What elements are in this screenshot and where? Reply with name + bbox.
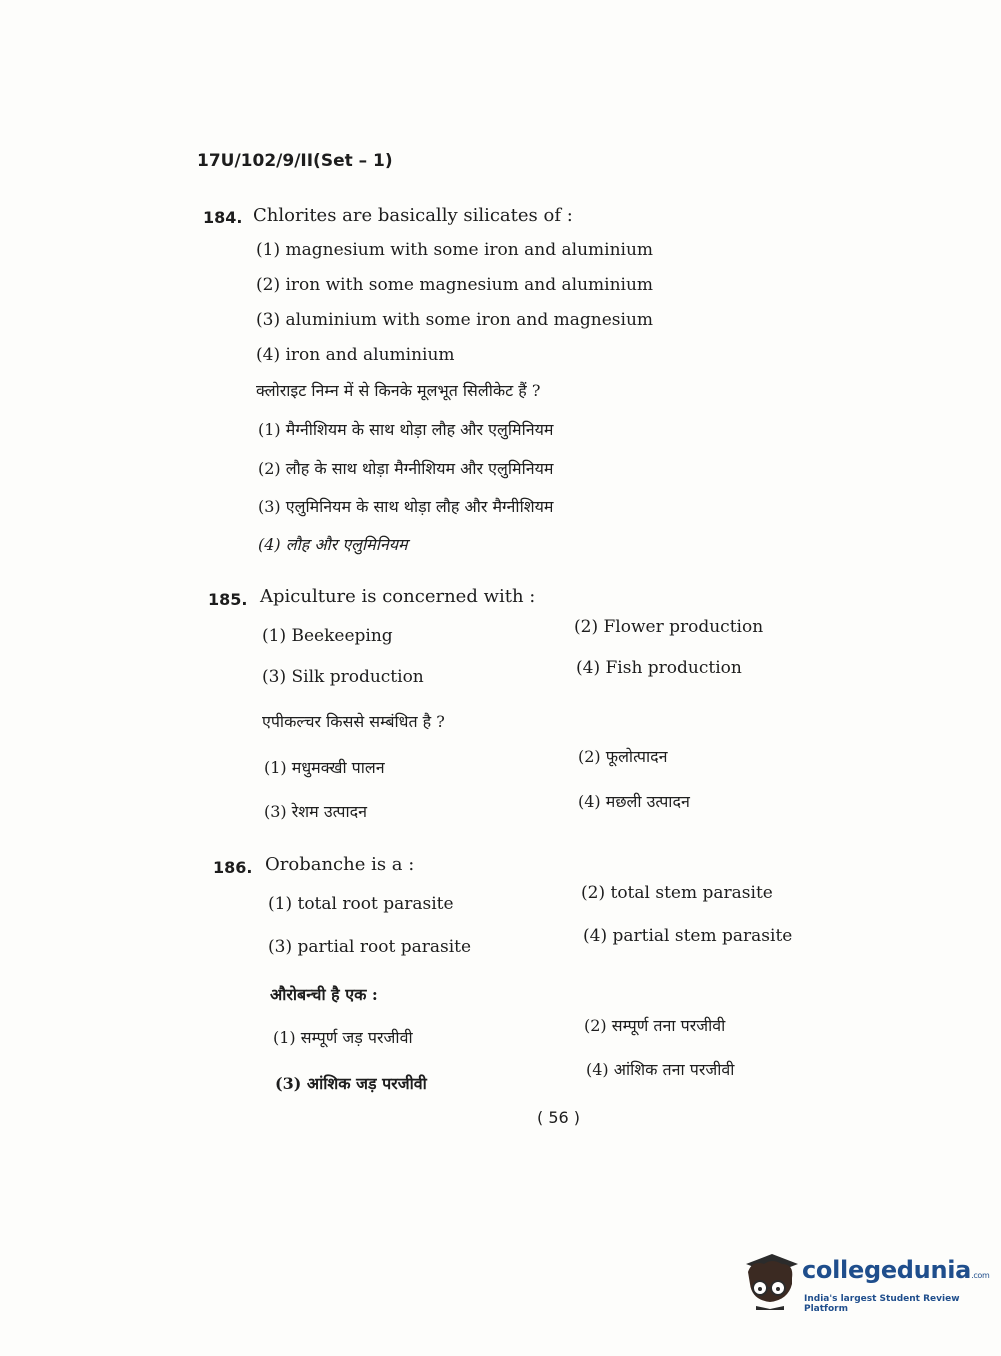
question-text: Chlorites are basically silicates of : <box>253 205 573 226</box>
brand-suffix: .com <box>971 1271 990 1280</box>
question-text: Apiculture is concerned with : <box>260 586 536 607</box>
collegedunia-watermark <box>742 1250 990 1314</box>
option-1: (1) Beekeeping <box>262 626 393 646</box>
brand-text: collegedunia <box>802 1256 972 1284</box>
option-2: (2) Flower production <box>574 617 764 637</box>
option-3: (3) partial root parasite <box>268 937 472 957</box>
hindi-option-4: (4) लौह और एलुमिनियम <box>258 535 408 554</box>
hindi-option-1: (1) मैग्नीशियम के साथ थोड़ा लौह और एलुमिनियम <box>258 420 554 439</box>
hindi-question-text: औरोबन्ची है एक : <box>270 985 378 1004</box>
hindi-option-2: (2) फूलोत्पादन <box>578 747 668 766</box>
hindi-option-4: (4) मछली उत्पादन <box>578 792 690 811</box>
question-text: Orobanche is a : <box>265 854 415 875</box>
hindi-option-2: (2) सम्पूर्ण तना परजीवी <box>584 1016 726 1035</box>
hindi-option-1: (1) मधुमक्खी पालन <box>264 758 385 777</box>
page-number: ( 56 ) <box>537 1108 581 1127</box>
option-4: (4) partial stem parasite <box>583 926 793 946</box>
hindi-option-1: (1) सम्पूर्ण जड़ परजीवी <box>273 1028 413 1047</box>
option-1: (1) magnesium with some iron and aluminium <box>256 240 654 260</box>
brand-name <box>802 1256 990 1284</box>
mascot-icon <box>742 1250 800 1310</box>
paper-code: 17U/102/9/II(Set – 1) <box>197 151 393 171</box>
question-number: 184. <box>203 208 243 227</box>
option-2: (2) iron with some magnesium and aluminium <box>256 275 654 295</box>
hindi-option-3: (3) आंशिक जड़ परजीवी <box>275 1074 427 1093</box>
hindi-option-2: (2) लौह के साथ थोड़ा मैग्नीशियम और एलुमिनियम <box>258 459 554 478</box>
option-1: (1) total root parasite <box>268 894 454 914</box>
hindi-option-4: (4) आंशिक तना परजीवी <box>586 1060 735 1079</box>
question-number: 186. <box>213 858 253 877</box>
option-2: (2) total stem parasite <box>581 883 773 903</box>
hindi-question-text: क्लोराइट निम्न में से किनके मूलभूत सिलीकेट हैं ? <box>256 381 541 400</box>
option-4: (4) iron and aluminium <box>256 345 455 365</box>
option-3: (3) aluminium with some iron and magnesium <box>256 310 654 330</box>
option-3: (3) Silk production <box>262 667 424 687</box>
hindi-question-text: एपीकल्चर किससे सम्बंधित है ? <box>262 712 445 731</box>
question-number: 185. <box>208 590 248 609</box>
hindi-option-3: (3) एलुमिनियम के साथ थोड़ा लौह और मैग्नीशियम <box>258 497 554 516</box>
option-4: (4) Fish production <box>576 658 742 678</box>
brand-tagline: India's largest Student Review Platform <box>804 1294 960 1314</box>
hindi-option-3: (3) रेशम उत्पादन <box>264 802 368 821</box>
